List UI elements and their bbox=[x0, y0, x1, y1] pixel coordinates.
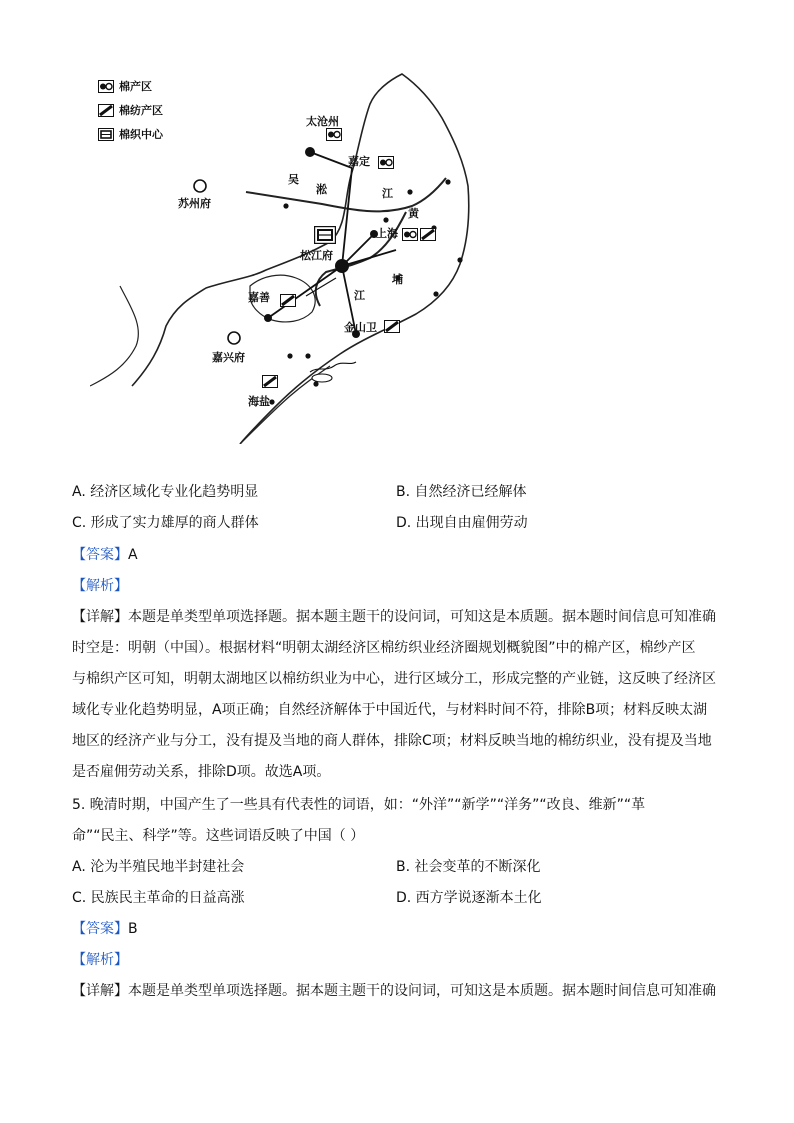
q4-option-c: C. 形成了实力雄厚的商人群体 bbox=[72, 515, 259, 531]
legend-weaving-center-label: 棉织中心 bbox=[119, 128, 163, 141]
q4-explanation-line-2: 时空是：明朝（中国）。根据材料“明朝太湖经济区棉纺织业经济圈规划概貌图”中的棉产区，棉纱产区 bbox=[72, 640, 696, 656]
q5-option-a: A. 沦为半殖民地半封建社会 bbox=[72, 859, 245, 875]
q4-explanation-line-5: 地区的经济产业与分工，没有提及当地的商人群体，排除C项；材料反映当地的棉纺织业，没有提及当地 bbox=[72, 733, 712, 749]
q5-option-c: C. 民族民主革命的日益高涨 bbox=[72, 890, 245, 906]
legend-cotton-area bbox=[98, 80, 152, 94]
q4-option-d: D. 出现自由雇佣劳动 bbox=[396, 515, 528, 531]
q4-explanation-line-3: 与棉织产区可知，明朝太湖地区以棉纺织业为中心，进行区域分工，形成完整的产业链，这反映了经济区 bbox=[72, 671, 716, 687]
label-jiading: 嘉定 bbox=[348, 155, 370, 168]
label-haiyan: 海盐 bbox=[248, 395, 270, 408]
river-label-wu: 吴 bbox=[288, 173, 299, 186]
label-taicang: 太沧州 bbox=[306, 115, 339, 128]
legend-cotton-area-label: 棉产区 bbox=[119, 80, 152, 93]
label-suzhou: 苏州府 bbox=[178, 197, 211, 210]
cotton-area-icon bbox=[98, 81, 114, 94]
q5-answer-value: B bbox=[128, 921, 138, 937]
river-label-huang: 黄 bbox=[408, 207, 419, 220]
river-label-jiang1: 江 bbox=[382, 187, 393, 200]
map-drawing bbox=[90, 66, 490, 444]
label-jiashan: 嘉善 bbox=[248, 291, 270, 304]
q5-explanation-line-1: 【详解】本题是单类型单项选择题。据本题主题干的设问词，可知这是本质题。据本题时间信息可知准确 bbox=[72, 983, 716, 999]
q5-answer: 【答案】B bbox=[72, 921, 138, 937]
q5-option-d: D. 西方学说逐渐本土化 bbox=[396, 890, 542, 906]
weaving-center-icon bbox=[98, 129, 114, 142]
legend-spinning-area-label: 棉纺产区 bbox=[119, 104, 163, 117]
q4-option-b: B. 自然经济已经解体 bbox=[396, 484, 527, 500]
cotton-economy-map bbox=[90, 66, 490, 444]
label-shanghai: 上海 bbox=[376, 227, 398, 240]
q4-answer: 【答案】A bbox=[72, 547, 138, 563]
label-jiaxing: 嘉兴府 bbox=[212, 351, 245, 364]
q5-stem-line-1: 5. 晚清时期，中国产生了一些具有代表性的词语，如：“外洋”“新学”“洋务”“改良、维新”“革 bbox=[72, 797, 646, 813]
q4-option-a: A. 经济区域化专业化趋势明显 bbox=[72, 484, 259, 500]
legend-spinning-area bbox=[98, 104, 163, 118]
q4-explanation-line-4: 域化专业化趋势明显，A项正确；自然经济解体于中国近代，与材料时间不符，排除B项；材料反映太湖 bbox=[72, 702, 708, 718]
legend-weaving-center bbox=[98, 128, 163, 142]
river-label-song: 淞 bbox=[316, 183, 327, 196]
west-shore bbox=[90, 286, 138, 386]
q5-stem-line-2: 命”“民主、科学”等。这些词语反映了中国（ ） bbox=[72, 828, 365, 844]
river-label-jiang2: 江 bbox=[354, 289, 365, 302]
q4-explanation-line-1: 【详解】本题是单类型单项选择题。据本题主题干的设问词，可知这是本质题。据本题时间信息可知准确 bbox=[72, 609, 716, 625]
q5-analysis-heading: 【解析】 bbox=[72, 952, 128, 968]
label-songjiang: 松江府 bbox=[300, 249, 333, 262]
label-jinshanwei: 金山卫 bbox=[344, 321, 377, 334]
q4-explanation-line-6: 是否雇佣劳动关系，排除D项。故选A项。 bbox=[72, 764, 331, 780]
river-label-pu: 埔 bbox=[392, 273, 403, 286]
q4-analysis-heading: 【解析】 bbox=[72, 578, 128, 594]
spinning-area-icon bbox=[98, 105, 114, 118]
q4-answer-value: A bbox=[128, 547, 138, 563]
q5-option-b: B. 社会变革的不断深化 bbox=[396, 859, 541, 875]
